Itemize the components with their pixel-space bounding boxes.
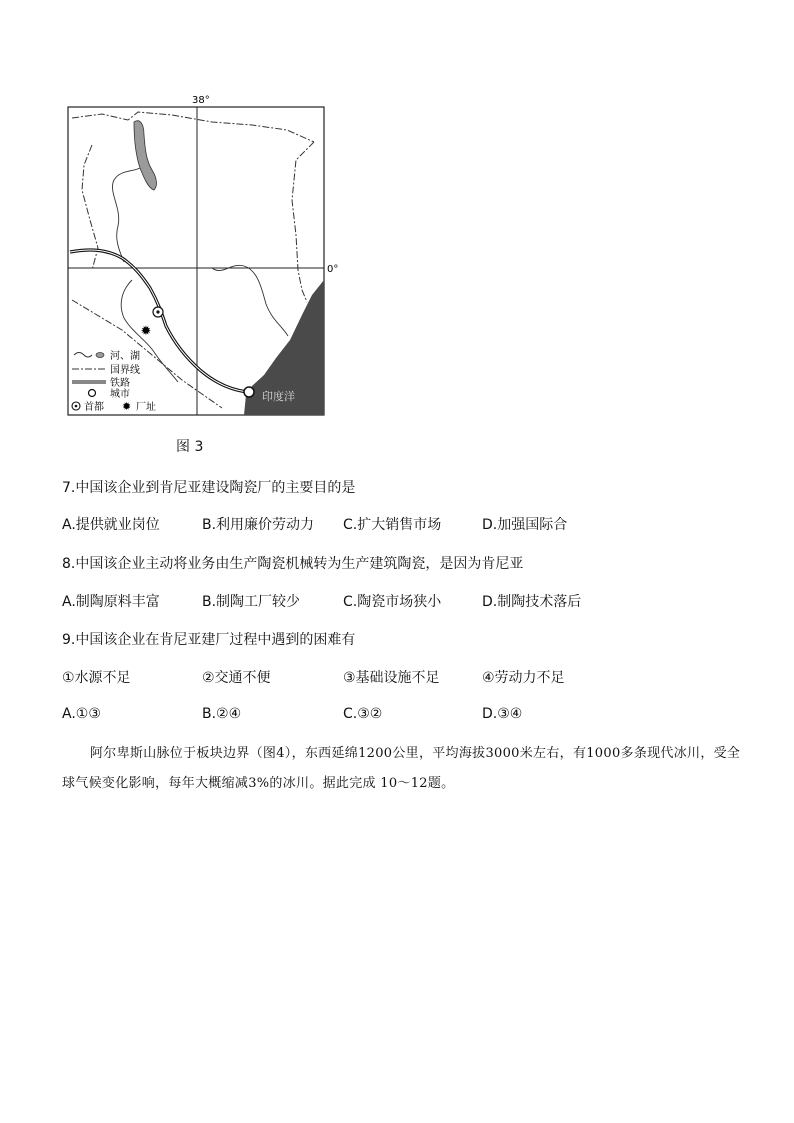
q7-option-d: D.加强国际合 [482, 517, 568, 533]
q9-item-3: ③基础设施不足 [343, 670, 440, 686]
q9-item-1: ①水源不足 [62, 670, 131, 686]
legend-border: 国界线 [110, 365, 140, 376]
legend-river-lake: 河、湖 [110, 351, 140, 362]
legend-factory: 厂址 [136, 402, 156, 413]
figure-caption: 图 3 [176, 439, 204, 455]
capital-marker-dot [156, 310, 159, 313]
q9-option-c: C.③② [343, 706, 383, 722]
passage-paragraph: 阿尔卑斯山脉位于板块边界（图4），东西延绵1200公里，平均海拔3000米左右，有1000多条现代冰川，受全球气候变化影响，每年大概缩减3%的冰川。据此完成 10～12题。 [62, 746, 741, 791]
q7-option-a: A.提供就业岗位 [62, 517, 160, 533]
q9-option-b: B.②④ [202, 706, 242, 722]
legend-capital: 首都 [84, 402, 104, 413]
railway-inner [70, 250, 248, 392]
city-marker [244, 387, 254, 397]
question-7-stem: 7.中国该企业到肯尼亚建设陶瓷厂的主要目的是 [62, 480, 356, 496]
question-8-stem: 8.中国该企业主动将业务由生产陶瓷机械转为生产建筑陶瓷，是因为肯尼亚 [62, 556, 524, 572]
legend-railway: 铁路 [110, 378, 130, 389]
q8-option-c: C.陶瓷市场狭小 [343, 594, 442, 610]
q7-option-b: B.利用廉价劳动力 [202, 517, 315, 533]
q7-option-c: C.扩大销售市场 [343, 517, 442, 533]
q8-option-d: D.制陶技术落后 [482, 594, 582, 610]
lake [134, 121, 156, 190]
q8-option-a: A.制陶原料丰富 [62, 594, 160, 610]
map-legend [72, 349, 156, 413]
ocean-label: 印度洋 [262, 390, 295, 403]
q9-option-d: D.③④ [482, 706, 523, 722]
legend-city: 城市 [110, 389, 130, 400]
question-9-stem: 9.中国该企业在肯尼亚建厂过程中遇到的困难有 [62, 632, 356, 648]
factory-icon: ✹ [140, 324, 152, 339]
q9-item-4: ④劳动力不足 [482, 670, 565, 686]
railway [70, 250, 248, 392]
q8-option-b: B.制陶工厂较少 [202, 594, 301, 610]
map-figure [62, 90, 344, 420]
q9-item-2: ②交通不便 [202, 670, 271, 686]
q9-option-a: A.①③ [62, 706, 101, 722]
equator-label: 0° [327, 264, 339, 275]
svg-text:✹: ✹ [122, 400, 132, 413]
longitude-label: 38° [192, 95, 210, 106]
